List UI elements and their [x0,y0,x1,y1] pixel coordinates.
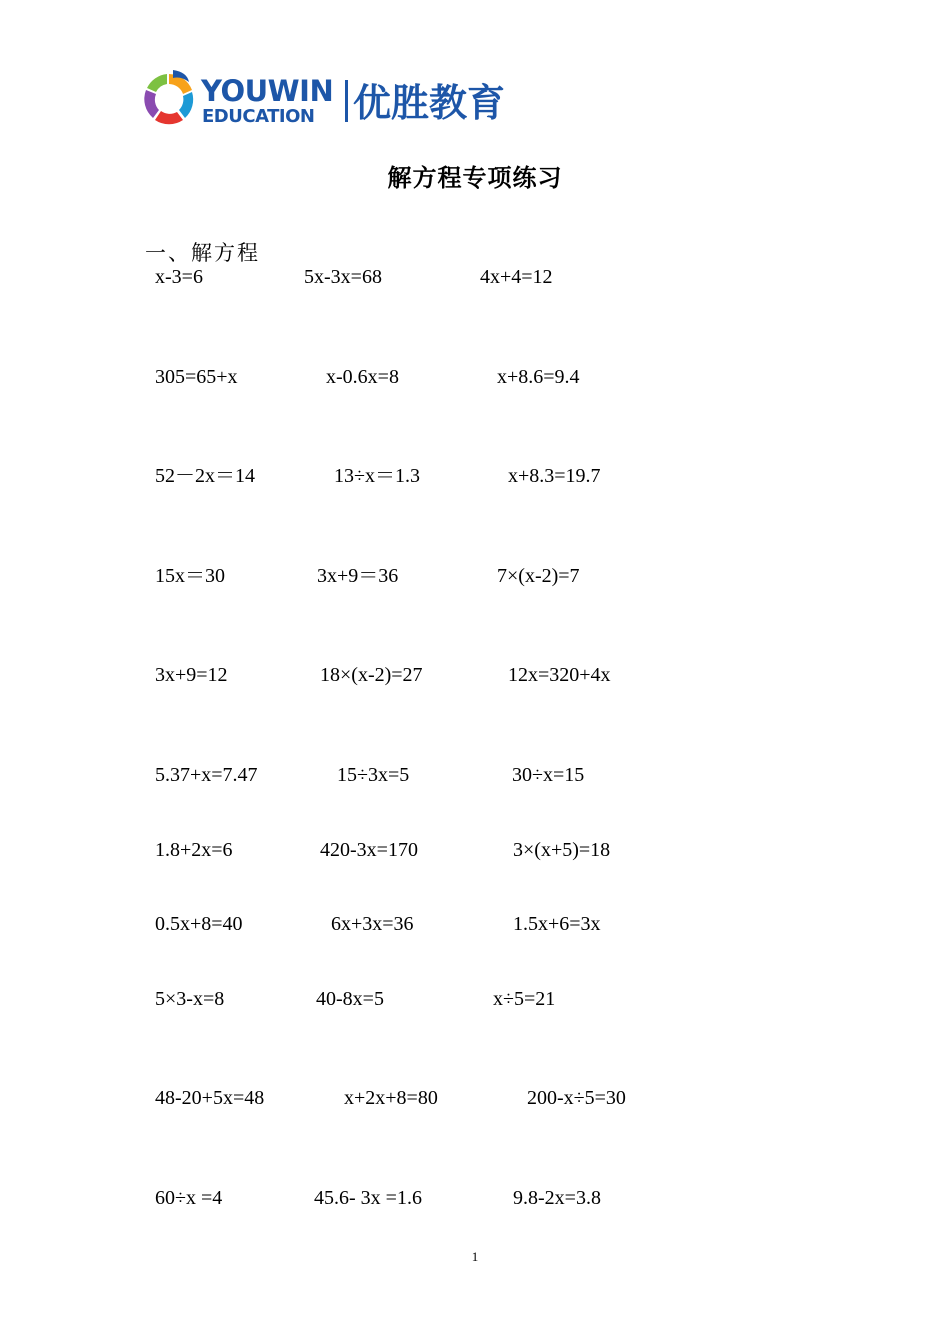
equation: x÷5=21 [493,988,556,1010]
page-title: 解方程专项练习 [387,164,563,192]
equation: 52－2x＝14 [155,465,255,487]
equation: x+2x+8=80 [344,1087,438,1109]
equation: 30÷x=15 [512,764,585,786]
equation: 4x+4=12 [480,266,553,288]
equation: 13÷x＝1.3 [334,465,420,487]
equation: 48-20+5x=48 [155,1087,265,1109]
equation: 60÷x =4 [155,1187,223,1209]
equation: 3x+9=12 [155,664,228,686]
page-number: 1 [471,1249,479,1264]
equation: x-3=6 [155,266,203,288]
equation: 15x＝30 [155,565,225,587]
equation: 6x+3x=36 [331,913,414,935]
equation: 5x-3x=68 [304,266,382,288]
youwin-logo-icon [143,68,513,130]
equation: 40-8x=5 [316,988,384,1010]
equation: 12x=320+4x [508,664,611,686]
equation: x+8.3=19.7 [508,465,601,487]
equation: 5.37+x=7.47 [155,764,258,786]
equation: 1.5x+6=3x [513,913,601,935]
equation: 5×3-x=8 [155,988,225,1010]
equation: 305=65+x [155,366,238,388]
logo-brand-top: YOUWIN [201,74,334,108]
equation: x-0.6x=8 [326,366,399,388]
equation: 15÷3x=5 [337,764,410,786]
equation: 3x+9＝36 [317,565,399,587]
section-heading: 一、解方程 [145,241,260,265]
equation: 420-3x=170 [320,839,418,861]
equation: 1.8+2x=6 [155,839,233,861]
brand-logo [143,68,513,130]
equation: x+8.6=9.4 [497,366,580,388]
equation: 45.6- 3x =1.6 [314,1187,422,1209]
logo-brand-cn: 优胜教育 [353,81,506,125]
equation: 18×(x-2)=27 [320,664,423,686]
logo-emblem [144,70,193,124]
equation: 200-x÷5=30 [527,1087,626,1109]
equation: 3×(x+5)=18 [513,839,611,861]
logo-brand-bottom: EDUCATION [202,106,315,127]
equation: 7×(x-2)=7 [497,565,580,587]
equation: 9.8-2x=3.8 [513,1187,601,1209]
equation: 0.5x+8=40 [155,913,243,935]
